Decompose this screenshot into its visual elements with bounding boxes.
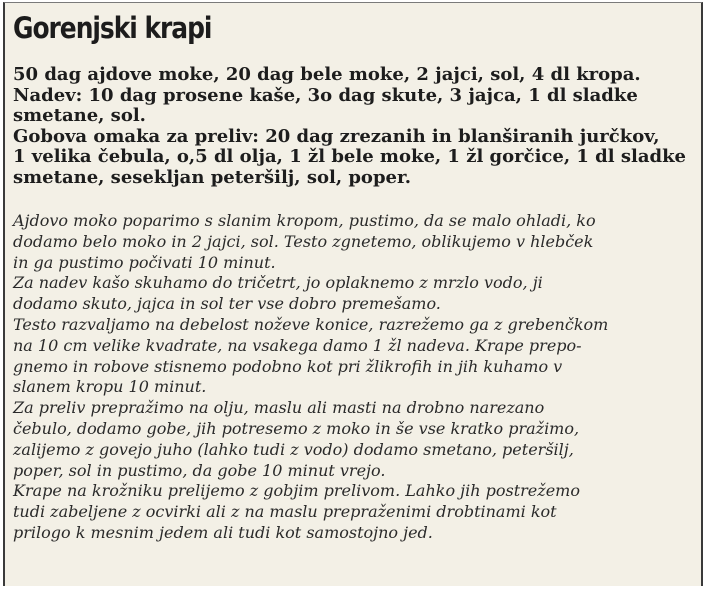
method-line: Krape na krožniku prelijemo z gobjim prelivom. Lahko jih postrežemo (13, 481, 580, 501)
method-line: zalijemo z govejo juho (lahko tudi z vodo) dodamo smetano, peteršilj, (13, 439, 574, 459)
method-line: prilogo k mesnim jedem ali tudi kot samostojno jed. (13, 522, 433, 542)
method-line: gnemo in robove stisnemo podobno kot pri žlikrofih in jih kuhamo v (13, 356, 563, 376)
method-line: tudi zabeljene z ocvirki ali z na maslu prepraženimi drobtinami kot (13, 502, 557, 522)
ingredients-line: 50 dag ajdove moke, 20 dag bele moke, 2 jajci, sol, 4 dl kropa. (13, 64, 641, 85)
recipe-clipping (3, 2, 703, 586)
method-line: Testo razvaljamo na debelost noževe konice, razrežemo ga z grebenčkom (13, 314, 609, 334)
method-block (13, 211, 703, 544)
ingredients-line: 1 velika čebula, o,5 dl olja, 1 žl bele moke, 1 žl gorčice, 1 dl sladke (13, 146, 686, 167)
method-line: in ga pustimo počivati 10 minut. (13, 252, 276, 272)
method-line: Za preliv prepražimo na olju, maslu ali masti na drobno narezano (13, 398, 545, 418)
recipe-title: Gorenjski krapi (13, 11, 212, 45)
method-line: slanem kropu 10 minut. (13, 377, 207, 397)
ingredients-line: smetane, sesekljan peteršilj, sol, poper. (13, 166, 412, 188)
ingredients-line: Gobova omaka za preliv: 20 dag zrezanih in blanširanih jurčkov, (13, 125, 660, 147)
ingredients-line: smetane, sol. (13, 105, 146, 126)
ingredients-line: Nadev: 10 dag prosene kaše, 3o dag skute, 3 jajca, 1 dl sladke (13, 84, 638, 106)
method-line: poper, sol in pustimo, da gobe 10 minut vrejo. (13, 460, 386, 480)
method-line: čebulo, dodamo gobe, jih potresemo z moko in še vse kratko pražimo, (13, 418, 580, 438)
method-line: dodamo skuto, jajca in sol ter vse dobro premešamo. (13, 294, 441, 314)
method-line: Ajdovo moko poparimo s slanim kropom, pustimo, da se malo ohladi, ko (13, 211, 596, 230)
method-line: na 10 cm velike kvadrate, na vsakega damo 1 žl nadeva. Krape prepo- (13, 335, 582, 355)
method-line: Za nadev kašo skuhamo do tričetrt, jo oplaknemo z mrzlo vodo, ji (13, 273, 543, 293)
ingredients-block (13, 65, 703, 188)
method-line: dodamo belo moko in 2 jajci, sol. Testo zgnetemo, oblikujemo v hlebček (13, 231, 594, 251)
